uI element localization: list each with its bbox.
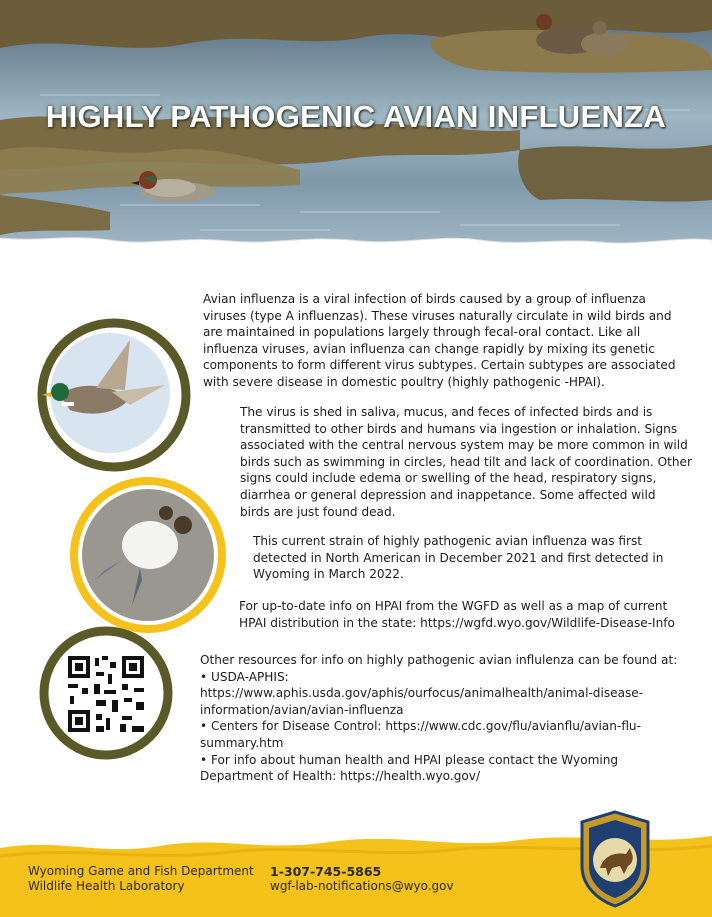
page-title: HIGHLY PATHOGENIC AVIAN INFLUENZA [45, 99, 667, 134]
dead-bird-photo-circle [74, 481, 222, 629]
strain-paragraph: This current strain of highly pathogenic avian influenza was first detected in North American in December 2021 and first detected in Wyoming in March 2022. [253, 534, 664, 582]
qr-code-circle [44, 631, 168, 755]
wgfd-badge-logo [574, 808, 656, 908]
footer-lab-name: Wildlife Health Laboratory [28, 879, 185, 893]
footer-email: wgf-lab-notifications@wyo.gov [270, 879, 454, 893]
intro-paragraph: Avian influenza is a viral infection of birds caused by a group of influenza viruses (type A influenzas). These viruses naturally circulate in wild birds and are maintained in populations largely through fecal-oral contact. Like all influenza viruses, avian influenza can change rapidly by mixing its genetic components to form different virus subtypes. Certain subtypes are associated with severe disease in domestic poultry (highly pathogenic -HPAI). [203, 292, 676, 389]
transmission-paragraph: The virus is shed in saliva, mucus, and feces of infected birds and is transmitted to other birds and humans via ingestion or inhalation. Signs associated with the central nervous system may be more common in wild birds such as swimming in circles, head tilt and lack of coordination. Other signs could include edema or swelling of the head, respiratory signs, diarrhea or general depression and inappetance. Some affected wild birds are just found dead. [240, 405, 692, 519]
footer-org-name: Wyoming Game and Fish Department [28, 864, 254, 878]
resources-paragraph: Other resources for info on highly pathogenic avian influlenza can be found at: • USDA-APHIS: https://www.aphis.usda.gov/aphis/ourfocus/animalhealth/animal-disease- information/avian/avian-influenza • Centers for Disease Control: https://www.cdc.gov/flu/avianflu/avian-flu- summary.htm • For info about human health and HPAI please contact the Wyoming Department of Health: https://health.wyo.gov/ [200, 653, 678, 784]
mallard-photo-circle [42, 323, 186, 467]
footer-phone: 1-307-745-5865 [270, 864, 382, 879]
wgfd-info-paragraph: For up-to-date info on HPAI from the WGFD as well as a map of current HPAI distribution in the state: https://wgfd.wyo.gov/Wildlife-Disease-Info [239, 599, 675, 630]
